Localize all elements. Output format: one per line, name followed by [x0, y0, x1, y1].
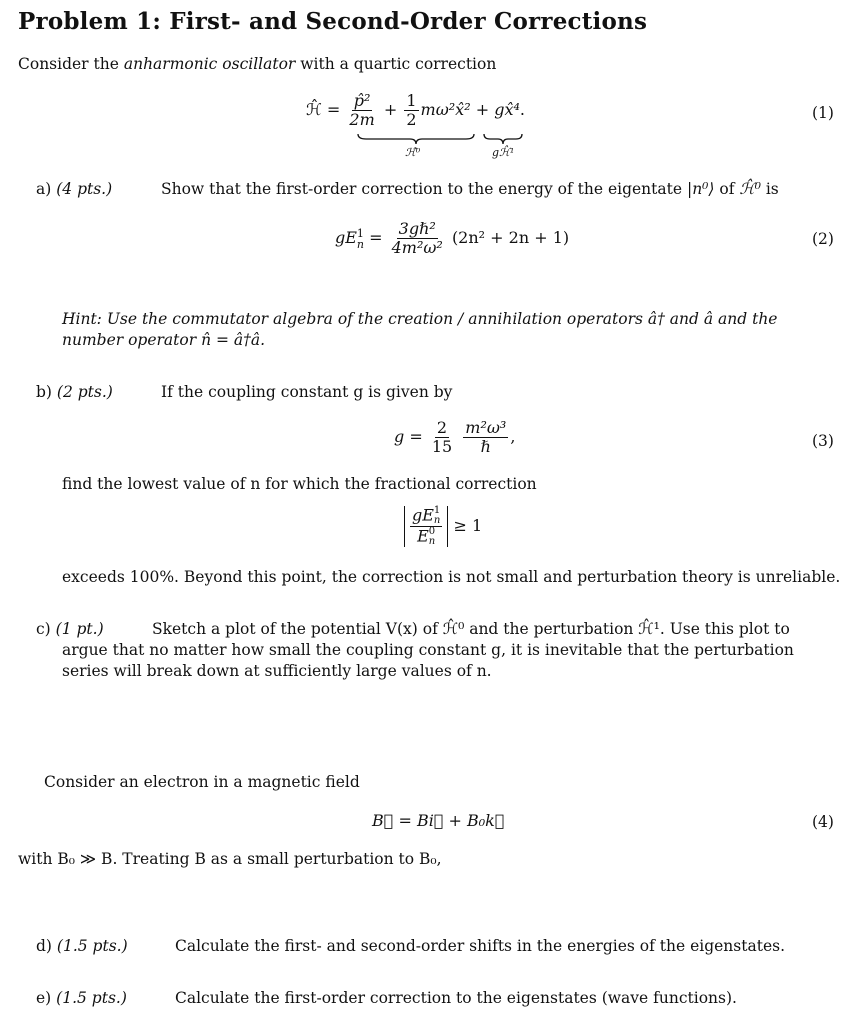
equation-2: gE 1 n = $\frac{\text{3gℏ²}}{\text{4m²ω²}}$ (2n² + 2n + 1): [335, 219, 570, 257]
part-a-points: (4 pts.): [56, 180, 113, 198]
eq3-fraction-2: $\frac{\text{m²ω³}}{\text{ℏ}}$: [465, 418, 507, 456]
eq1-label-h1: gℋ̂¹: [492, 146, 515, 159]
equation-number-2: (2): [812, 230, 834, 248]
underbrace-h1: [482, 132, 524, 146]
intro-pre: Consider the: [18, 55, 124, 73]
underbrace-h0: [356, 132, 476, 146]
part-c-points: (1 pt.): [55, 620, 104, 638]
equation-number-3: (3): [812, 432, 834, 450]
eq1-label-h0: ℋ̂⁰: [405, 146, 421, 159]
exceeds-text: exceeds 100%. Beyond this point, the correction is not small and perturbation theory is unreliable.: [62, 568, 841, 586]
electron-intro-text: Consider an electron in a magnetic field: [44, 773, 360, 791]
part-d-label: d) (1.5 pts.): [36, 937, 128, 955]
equation-4: B⃗ = Bi⃗ + B₀k⃗: [372, 811, 505, 830]
eq3-fraction-1: $\frac{2}{15}$: [431, 418, 453, 456]
eq1-kinetic-fraction: $\frac{\text{p̂²}}{2m}$: [349, 91, 375, 129]
part-b-points: (2 pts.): [56, 383, 113, 401]
part-e-points: (1.5 pts.): [56, 989, 127, 1007]
intro-post: with a quartic correction: [295, 55, 497, 73]
equation-number-1: (1): [812, 104, 834, 122]
ket-n0: |n⁰⟩: [686, 180, 715, 198]
equation-number-4: (4): [812, 813, 834, 831]
intro-text: [18, 54, 496, 75]
with-text: with B₀ ≫ B. Treating B as a small perturbation to B₀,: [18, 850, 442, 868]
hint-text: Hint: Use the commutator algebra of the creation / annihilation operators â† and â and the number operator n̂ = â†â.: [62, 310, 778, 349]
part-e-label: e) (1.5 pts.): [36, 989, 127, 1007]
eq1-quartic-term: gx̂⁴: [494, 100, 520, 119]
eq1-lhs: ℋ̂ =: [306, 100, 341, 119]
intro-emphasis: anharmonic oscillator: [123, 55, 296, 73]
eq2-polynomial: (2n² + 2n + 1): [451, 228, 570, 247]
absolute-value: gE 1 n E 0 n: [404, 506, 448, 547]
part-e-text: Calculate the first-order correction to the eigenstates (wave functions).: [175, 989, 737, 1007]
part-d-text: Calculate the first- and second-order shifts in the energies of the eigenstates.: [175, 937, 785, 955]
equation-1: ℋ̂ = $\frac{\text{p̂²}}{2m}$ + $\frac{1}{2}$ mω²x̂² + gx̂⁴.: [306, 91, 525, 129]
part-b-text: If the coupling constant g is given by: [161, 383, 453, 401]
part-d-points: (1.5 pts.): [56, 937, 128, 955]
problem-title: Problem 1: First- and Second-Order Corrections: [18, 8, 648, 35]
part-c-text: Sketch a plot of the potential V(x) of ℋ̂⁰ and the perturbation ℋ̂¹. Use this plot to argue that no matter how small the coupling constant g, it is inevitable that the perturbation series will break down at sufficiently large values of n.: [62, 620, 794, 680]
part-b-label: b) (2 pts.): [36, 383, 113, 401]
equation-3: g = $\frac{2}{15}$ $\frac{\text{m²ω³}}{\text{ℏ}}$ ,: [394, 418, 516, 456]
part-a-label: a) (4 pts.): [36, 180, 113, 198]
eq1-potential-term: mω²x̂²: [420, 100, 471, 119]
eq1-half-fraction: $\frac{1}{2}$: [406, 91, 417, 129]
eq2-lhs-indices: 1 n: [356, 226, 365, 251]
part-a-text: Show that the first-order correction to the energy of the eigentate |n⁰⟩ of ℋ̂⁰ is: [161, 180, 779, 198]
part-c-label: c) (1 pt.): [36, 620, 104, 638]
fractional-inequality: gE 1 n E 0 n ≥ 1: [404, 506, 482, 547]
fractional-correction-text: find the lowest value of n for which the fractional correction: [62, 475, 537, 493]
eq2-fraction: $\frac{\text{3gℏ²}}{\text{4m²ω²}}$: [391, 219, 443, 257]
